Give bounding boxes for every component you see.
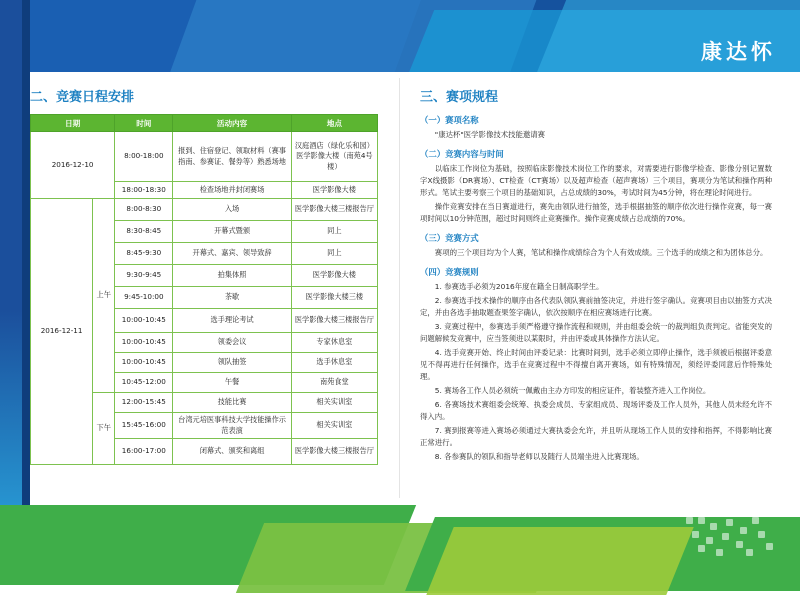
cell-time: 10:00-10:45 xyxy=(115,353,173,373)
th-time: 时间 xyxy=(115,115,173,132)
cell-location: 同上 xyxy=(291,243,377,265)
left-edge-decoration-inner xyxy=(22,0,30,565)
th-date: 日期 xyxy=(31,115,115,132)
paragraph: 5. 赛场各工作人员必须统一佩戴由主办方印发的相应证件，着装整齐进入工作岗位。 xyxy=(434,385,711,395)
cell-location: 选手休息室 xyxy=(291,353,377,373)
schedule-table-body xyxy=(31,132,378,465)
cell-activity: 选手理论考试 xyxy=(173,309,291,333)
subsection-title: （一）赛项名称 xyxy=(420,115,479,125)
cell-location: 医学影像大楼三楼报告厅 xyxy=(291,199,377,221)
cell-time: 10:45-12:00 xyxy=(115,373,173,393)
subsection-title: （二）竞赛内容与时间 xyxy=(420,148,504,159)
cell-activity: 检查场地并封闭赛场 xyxy=(173,182,291,199)
cell-activity: 领委会议 xyxy=(173,333,291,353)
cell-ampm: 上午 xyxy=(93,199,115,393)
cell-time: 8:00-18:00 xyxy=(115,132,173,182)
cell-activity: 闭幕式、颁奖和离组 xyxy=(173,439,291,465)
th-activity: 活动内容 xyxy=(173,115,291,132)
paragraph: 4. 选手竞赛开始、终止时间由评委记录：比赛时间到，选手必须立即停止操作，选手须被后根据评委意见不得再进行任何操作，选手在竞赛过程中不得擅自离开赛场，如有特殊情况，须经评委同意后作特殊处理。 xyxy=(420,347,772,381)
subsection-title: （三）竞赛方式 xyxy=(420,232,479,243)
cell-activity: 开幕式暨颁 xyxy=(173,221,291,243)
cell-time: 8:45-9:30 xyxy=(115,243,173,265)
cell-location: 医学影像大楼 xyxy=(291,182,377,199)
footer-decoration xyxy=(0,507,800,565)
cell-date: 2016-12-10 xyxy=(31,132,115,199)
cell-location: 同上 xyxy=(291,221,377,243)
schedule-table xyxy=(30,114,378,465)
paragraph: "康达杯"医学影像技术技能邀请赛 xyxy=(434,130,546,139)
cell-ampm: 下午 xyxy=(93,393,115,465)
cell-location: 专家休息室 xyxy=(291,333,377,353)
cell-time: 18:00-18:30 xyxy=(115,182,173,199)
right-column xyxy=(420,86,772,465)
cell-time: 10:00-10:45 xyxy=(115,333,173,353)
cell-time: 12:00-15:45 xyxy=(115,393,173,413)
subsection-name xyxy=(420,114,772,141)
cell-time: 16:00-17:00 xyxy=(115,439,173,465)
cell-location: 医学影像大楼三楼报告厅 xyxy=(291,309,377,333)
left-column xyxy=(30,86,380,465)
cell-date: 2016-12-11 xyxy=(31,199,93,465)
cell-time: 15:45-16:00 xyxy=(115,413,173,439)
paragraph: 6. 各赛场技术赛组委会统筹、执委会成员、专家组成员、现场评委及工作人员外，其他人员未经允许不得入内。 xyxy=(420,399,772,421)
paragraph: 以临床工作岗位为基础，按照临床影像技术岗位工作的要求，对需要进行影像学检查、影像分别记置数字X线摄影（DR赛场）、CT检查（CT赛场）以及超声检查（超声赛场）三个项目，赛项分为笔试和操作两种形式。笔试主要考察三个项目的基础知识，占总成绩的30%，考试时间为45分钟，将在理论时间进行。 xyxy=(420,163,772,197)
cell-location: 汉庭酒店（绿化乐和园）医学影像大楼（南苑4号楼） xyxy=(291,132,377,182)
cell-activity: 拍集体照 xyxy=(173,265,291,287)
header-banner xyxy=(30,0,800,72)
cell-activity: 开幕式、嘉宾、领导致辞 xyxy=(173,243,291,265)
cell-location: 医学影像大楼三楼报告厅 xyxy=(291,439,377,465)
cell-activity: 技能比赛 xyxy=(173,393,291,413)
paragraph: 8. 各参赛队的领队和指导老师以及随行人员端坐进入比赛现场。 xyxy=(434,451,644,461)
paragraph: 7. 赛到报赛等进入赛场必须通过大赛执委会允许，并且听从现场工作人员的安排和指挥，不得影响比赛正常进行。 xyxy=(420,425,772,447)
footer-dots-pattern xyxy=(686,517,776,557)
cell-activity: 午餐 xyxy=(173,373,291,393)
th-location: 地点 xyxy=(291,115,377,132)
cell-activity: 茶歇 xyxy=(173,287,291,309)
subsection-content-time xyxy=(420,148,772,225)
paragraph: 1. 参赛选手必须为2016年度在籍全日制高职学生。 xyxy=(434,281,604,291)
cell-location: 医学影像大楼 xyxy=(291,265,377,287)
cell-time: 9:30-9:45 xyxy=(115,265,173,287)
cell-time: 8:30-8:45 xyxy=(115,221,173,243)
left-edge-decoration xyxy=(0,0,22,565)
cell-activity: 报到、住宿登记、领取材料（赛事指南、参赛证、餐券等）熟悉场地 xyxy=(173,132,291,182)
cell-location: 南苑食堂 xyxy=(291,373,377,393)
column-divider xyxy=(399,78,400,498)
cell-time: 9:45-10:00 xyxy=(115,287,173,309)
brand-title: 康达怀 xyxy=(701,40,776,64)
subsection-method xyxy=(420,232,772,259)
paragraph: 赛项的三个项目均为个人赛，笔试和操作成绩综合为个人有效成绩。三个选手的成绩之和为团体总分。 xyxy=(434,247,768,257)
table-row xyxy=(31,199,378,221)
table-row xyxy=(31,132,378,182)
section-heading-rules: 三、赛项规程 xyxy=(420,90,499,105)
cell-activity: 入场 xyxy=(173,199,291,221)
cell-time: 8:00-8:30 xyxy=(115,199,173,221)
subsection-title: （四）竞赛规则 xyxy=(420,266,479,277)
section-heading-schedule: 二、竞赛日程安排 xyxy=(30,90,135,105)
cell-location: 相关实训室 xyxy=(291,413,377,439)
cell-activity: 领队抽签 xyxy=(173,353,291,373)
subsection-regulations xyxy=(420,266,772,463)
paragraph: 操作竞赛安排在当日赛道进行，赛先由领队进行抽签，选手根据抽签的顺序依次进行操作竞赛，每一赛项时间以10分钟范围，超过时间则终止竞赛操作。操作竞赛成绩占总成绩的70%。 xyxy=(420,201,772,223)
paragraph: 3. 竞赛过程中，参赛选手须严格遵守操作流程和规则，并由组委会统一的裁判组负责判定。省能突发的问题解候发竞赛中，应当签须进以某限时，并由评委或具体操作方法认定。 xyxy=(420,321,772,343)
cell-location: 医学影像大楼三楼 xyxy=(291,287,377,309)
paragraph: 2. 参赛选手技术操作的顺序由各代表队领队赛前抽签决定，并进行签字确认。竞赛项目由以抽签方式决定，并由各选手抽取题查果签字确认，依次按顺序在相应赛场进行比赛。 xyxy=(420,295,772,317)
cell-activity: 台湾元培医事科技大学技能操作示范表演 xyxy=(173,413,291,439)
table-header-row xyxy=(31,115,378,132)
cell-location: 相关实训室 xyxy=(291,393,377,413)
footer-shape-4 xyxy=(426,527,693,595)
cell-time: 10:00-10:45 xyxy=(115,309,173,333)
